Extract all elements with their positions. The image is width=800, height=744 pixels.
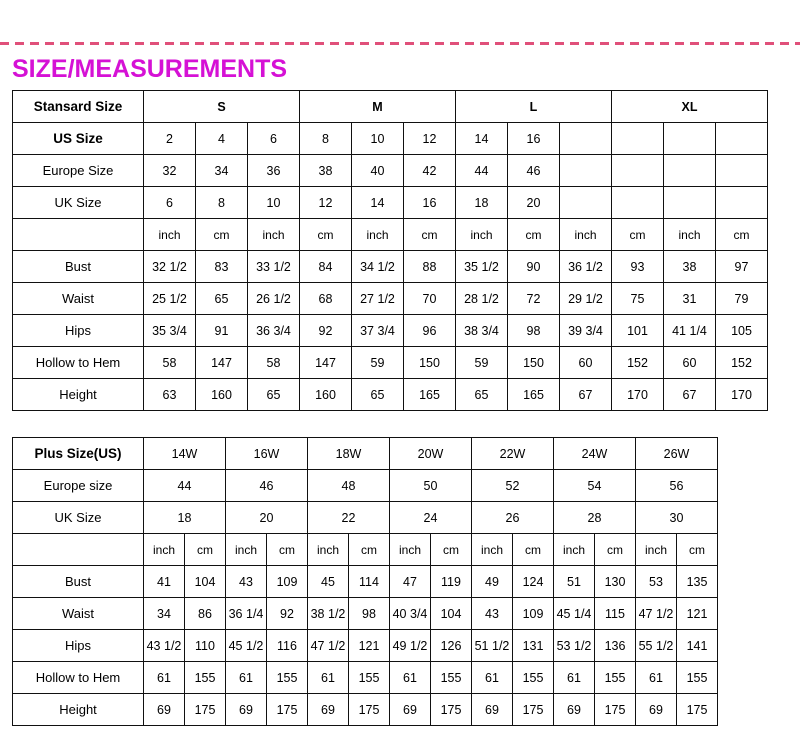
table-row-uk-size (13, 187, 768, 219)
unit-cell: cm (612, 219, 664, 251)
europe-size-value: 46 (508, 155, 560, 187)
waist-value: 68 (300, 283, 352, 315)
unit-cell: inch (560, 219, 612, 251)
waist-value: 34 (144, 598, 185, 630)
letter-size-s: S (144, 91, 300, 123)
plus-size-value: 16W (226, 438, 308, 470)
row-label-plus-size: Plus Size(US) (13, 438, 144, 470)
europe-size-value: 56 (636, 470, 718, 502)
height-value: 170 (612, 379, 664, 411)
unit-cell: inch (554, 534, 595, 566)
plus-size-value: 26W (636, 438, 718, 470)
table-row-us-size (13, 123, 768, 155)
plus-size-value: 24W (554, 438, 636, 470)
unit-cell: inch (636, 534, 677, 566)
us-size-value (716, 123, 768, 155)
waist-value: 45 1/4 (554, 598, 595, 630)
table-row-hips (13, 630, 718, 662)
europe-size-value: 38 (300, 155, 352, 187)
unit-cell: cm (349, 534, 390, 566)
waist-value: 72 (508, 283, 560, 315)
hips-value: 47 1/2 (308, 630, 349, 662)
bust-value: 124 (513, 566, 554, 598)
uk-size-value (560, 187, 612, 219)
europe-size-value (716, 155, 768, 187)
row-label-height: Height (13, 694, 144, 726)
table-row-europe-size (13, 470, 718, 502)
table-row-waist (13, 598, 718, 630)
height-value: 175 (677, 694, 718, 726)
unit-cell: inch (390, 534, 431, 566)
hips-value: 126 (431, 630, 472, 662)
height-value: 65 (456, 379, 508, 411)
unit-cell: cm (508, 219, 560, 251)
us-size-value: 2 (144, 123, 196, 155)
unit-cell: cm (431, 534, 472, 566)
waist-value: 98 (349, 598, 390, 630)
hollow-to-hem-value: 59 (456, 347, 508, 379)
hips-value: 101 (612, 315, 664, 347)
unit-cell: cm (716, 219, 768, 251)
plus-size-table-wrapper (12, 437, 718, 726)
height-value: 69 (554, 694, 595, 726)
waist-value: 104 (431, 598, 472, 630)
unit-cell: cm (185, 534, 226, 566)
bust-value: 38 (664, 251, 716, 283)
hips-value: 141 (677, 630, 718, 662)
hips-value: 121 (349, 630, 390, 662)
uk-size-value: 14 (352, 187, 404, 219)
hollow-to-hem-value: 155 (595, 662, 636, 694)
table-row-bust (13, 251, 768, 283)
hollow-to-hem-value: 61 (144, 662, 185, 694)
bust-value: 34 1/2 (352, 251, 404, 283)
uk-size-value (612, 187, 664, 219)
hollow-to-hem-value: 60 (664, 347, 716, 379)
unit-cell: inch (456, 219, 508, 251)
waist-value: 92 (267, 598, 308, 630)
row-label-uk-size: UK Size (13, 187, 144, 219)
europe-size-value: 52 (472, 470, 554, 502)
hollow-to-hem-value: 147 (300, 347, 352, 379)
hollow-to-hem-value: 155 (185, 662, 226, 694)
bust-value: 36 1/2 (560, 251, 612, 283)
waist-value: 36 1/4 (226, 598, 267, 630)
plus-size-value: 14W (144, 438, 226, 470)
hips-value: 131 (513, 630, 554, 662)
europe-size-value: 50 (390, 470, 472, 502)
bust-value: 114 (349, 566, 390, 598)
table-row-hollow-to-hem (13, 347, 768, 379)
standard-size-table (12, 90, 768, 411)
waist-value: 86 (185, 598, 226, 630)
unit-cell: inch (144, 534, 185, 566)
waist-value: 28 1/2 (456, 283, 508, 315)
unit-cell: inch (144, 219, 196, 251)
hips-value: 96 (404, 315, 456, 347)
plus-size-value: 22W (472, 438, 554, 470)
hollow-to-hem-value: 58 (144, 347, 196, 379)
bust-value: 130 (595, 566, 636, 598)
us-size-value: 14 (456, 123, 508, 155)
table-row-europe-size (13, 155, 768, 187)
row-label-standard-size: Stansard Size (13, 91, 144, 123)
hips-value: 98 (508, 315, 560, 347)
hollow-to-hem-value: 61 (226, 662, 267, 694)
uk-size-value: 8 (196, 187, 248, 219)
unit-cell: inch (226, 534, 267, 566)
row-label-hollow-to-hem: Hollow to Hem (13, 662, 144, 694)
letter-size-xl: XL (612, 91, 768, 123)
hollow-to-hem-value: 61 (308, 662, 349, 694)
europe-size-value: 36 (248, 155, 300, 187)
letter-size-l: L (456, 91, 612, 123)
uk-size-value: 10 (248, 187, 300, 219)
us-size-value (560, 123, 612, 155)
hollow-to-hem-value: 155 (677, 662, 718, 694)
bust-value: 90 (508, 251, 560, 283)
unit-cell: cm (677, 534, 718, 566)
bust-value: 41 (144, 566, 185, 598)
hips-value: 45 1/2 (226, 630, 267, 662)
table-row-units (13, 219, 768, 251)
bust-value: 84 (300, 251, 352, 283)
uk-size-value: 22 (308, 502, 390, 534)
hollow-to-hem-value: 150 (508, 347, 560, 379)
row-label-uk-size: UK Size (13, 502, 144, 534)
waist-value: 29 1/2 (560, 283, 612, 315)
hollow-to-hem-value: 61 (472, 662, 513, 694)
table-row-waist (13, 283, 768, 315)
hips-value: 110 (185, 630, 226, 662)
standard-size-table-wrapper (12, 90, 768, 411)
table-row-letter-size (13, 91, 768, 123)
unit-cell: inch (248, 219, 300, 251)
row-label-blank (13, 534, 144, 566)
height-value: 69 (144, 694, 185, 726)
hollow-to-hem-value: 59 (352, 347, 404, 379)
us-size-value: 10 (352, 123, 404, 155)
table-row-height (13, 694, 718, 726)
us-size-value: 12 (404, 123, 456, 155)
bust-value: 51 (554, 566, 595, 598)
table-row-units (13, 534, 718, 566)
hips-value: 43 1/2 (144, 630, 185, 662)
europe-size-value: 44 (456, 155, 508, 187)
unit-cell: cm (513, 534, 554, 566)
europe-size-value: 34 (196, 155, 248, 187)
waist-value: 47 1/2 (636, 598, 677, 630)
height-value: 165 (404, 379, 456, 411)
bust-value: 97 (716, 251, 768, 283)
row-label-bust: Bust (13, 566, 144, 598)
waist-value: 31 (664, 283, 716, 315)
waist-value: 79 (716, 283, 768, 315)
row-label-hollow-to-hem: Hollow to Hem (13, 347, 144, 379)
waist-value: 26 1/2 (248, 283, 300, 315)
europe-size-value: 40 (352, 155, 404, 187)
height-value: 160 (300, 379, 352, 411)
height-value: 63 (144, 379, 196, 411)
waist-value: 115 (595, 598, 636, 630)
unit-cell: inch (664, 219, 716, 251)
height-value: 175 (267, 694, 308, 726)
hollow-to-hem-value: 61 (390, 662, 431, 694)
uk-size-value: 16 (404, 187, 456, 219)
height-value: 175 (185, 694, 226, 726)
unit-cell: inch (472, 534, 513, 566)
row-label-waist: Waist (13, 598, 144, 630)
us-size-value (612, 123, 664, 155)
row-label-bust: Bust (13, 251, 144, 283)
hollow-to-hem-value: 155 (349, 662, 390, 694)
bust-value: 47 (390, 566, 431, 598)
height-value: 170 (716, 379, 768, 411)
height-value: 165 (508, 379, 560, 411)
height-value: 65 (352, 379, 404, 411)
unit-cell: cm (595, 534, 636, 566)
row-label-waist: Waist (13, 283, 144, 315)
bust-value: 45 (308, 566, 349, 598)
us-size-value: 8 (300, 123, 352, 155)
hollow-to-hem-value: 155 (431, 662, 472, 694)
waist-value: 25 1/2 (144, 283, 196, 315)
hollow-to-hem-value: 147 (196, 347, 248, 379)
europe-size-value: 44 (144, 470, 226, 502)
page-title: SIZE/MEASUREMENTS (12, 55, 288, 83)
bust-value: 93 (612, 251, 664, 283)
hips-value: 51 1/2 (472, 630, 513, 662)
row-label-height: Height (13, 379, 144, 411)
bust-value: 53 (636, 566, 677, 598)
hips-value: 49 1/2 (390, 630, 431, 662)
plus-size-table (12, 437, 718, 726)
height-value: 69 (636, 694, 677, 726)
height-value: 160 (196, 379, 248, 411)
height-value: 175 (349, 694, 390, 726)
hips-value: 136 (595, 630, 636, 662)
hips-value: 116 (267, 630, 308, 662)
row-label-hips: Hips (13, 315, 144, 347)
hips-value: 91 (196, 315, 248, 347)
height-value: 175 (595, 694, 636, 726)
height-value: 175 (431, 694, 472, 726)
bust-value: 43 (226, 566, 267, 598)
bust-value: 83 (196, 251, 248, 283)
hips-value: 37 3/4 (352, 315, 404, 347)
hollow-to-hem-value: 155 (513, 662, 554, 694)
bust-value: 104 (185, 566, 226, 598)
hips-value: 41 1/4 (664, 315, 716, 347)
hips-value: 35 3/4 (144, 315, 196, 347)
height-value: 69 (308, 694, 349, 726)
uk-size-value: 20 (226, 502, 308, 534)
unit-cell: cm (196, 219, 248, 251)
hollow-to-hem-value: 155 (267, 662, 308, 694)
table-row-uk-size (13, 502, 718, 534)
europe-size-value: 54 (554, 470, 636, 502)
waist-value: 40 3/4 (390, 598, 431, 630)
hips-value: 55 1/2 (636, 630, 677, 662)
unit-cell: cm (300, 219, 352, 251)
us-size-value (664, 123, 716, 155)
uk-size-value (664, 187, 716, 219)
hollow-to-hem-value: 61 (554, 662, 595, 694)
height-value: 69 (390, 694, 431, 726)
waist-value: 109 (513, 598, 554, 630)
bust-value: 109 (267, 566, 308, 598)
unit-cell: cm (404, 219, 456, 251)
hollow-to-hem-value: 152 (716, 347, 768, 379)
waist-value: 43 (472, 598, 513, 630)
row-label-hips: Hips (13, 630, 144, 662)
table-row-plus-size (13, 438, 718, 470)
uk-size-value: 18 (144, 502, 226, 534)
plus-size-value: 18W (308, 438, 390, 470)
waist-value: 27 1/2 (352, 283, 404, 315)
europe-size-value: 32 (144, 155, 196, 187)
europe-size-value: 48 (308, 470, 390, 502)
table-row-bust (13, 566, 718, 598)
height-value: 175 (513, 694, 554, 726)
unit-cell: inch (308, 534, 349, 566)
table-row-height (13, 379, 768, 411)
bust-value: 35 1/2 (456, 251, 508, 283)
table-row-hollow-to-hem (13, 662, 718, 694)
bust-value: 119 (431, 566, 472, 598)
hollow-to-hem-value: 152 (612, 347, 664, 379)
us-size-value: 6 (248, 123, 300, 155)
bust-value: 135 (677, 566, 718, 598)
height-value: 65 (248, 379, 300, 411)
hips-value: 38 3/4 (456, 315, 508, 347)
hollow-to-hem-value: 61 (636, 662, 677, 694)
waist-value: 38 1/2 (308, 598, 349, 630)
hips-value: 39 3/4 (560, 315, 612, 347)
height-value: 69 (472, 694, 513, 726)
hollow-to-hem-value: 58 (248, 347, 300, 379)
row-label-blank (13, 219, 144, 251)
waist-value: 121 (677, 598, 718, 630)
hips-value: 53 1/2 (554, 630, 595, 662)
row-label-us-size: US Size (13, 123, 144, 155)
plus-size-value: 20W (390, 438, 472, 470)
decorative-dashed-rule (0, 42, 800, 45)
hollow-to-hem-value: 60 (560, 347, 612, 379)
row-label-europe-size: Europe Size (13, 155, 144, 187)
unit-cell: cm (267, 534, 308, 566)
europe-size-value (664, 155, 716, 187)
height-value: 67 (560, 379, 612, 411)
us-size-value: 4 (196, 123, 248, 155)
us-size-value: 16 (508, 123, 560, 155)
uk-size-value: 24 (390, 502, 472, 534)
height-value: 69 (226, 694, 267, 726)
europe-size-value: 46 (226, 470, 308, 502)
waist-value: 65 (196, 283, 248, 315)
uk-size-value: 30 (636, 502, 718, 534)
waist-value: 75 (612, 283, 664, 315)
hollow-to-hem-value: 150 (404, 347, 456, 379)
hips-value: 105 (716, 315, 768, 347)
bust-value: 32 1/2 (144, 251, 196, 283)
uk-size-value: 18 (456, 187, 508, 219)
europe-size-value: 42 (404, 155, 456, 187)
uk-size-value (716, 187, 768, 219)
letter-size-m: M (300, 91, 456, 123)
europe-size-value (560, 155, 612, 187)
uk-size-value: 12 (300, 187, 352, 219)
hips-value: 92 (300, 315, 352, 347)
row-label-europe-size: Europe size (13, 470, 144, 502)
bust-value: 88 (404, 251, 456, 283)
table-row-hips (13, 315, 768, 347)
europe-size-value (612, 155, 664, 187)
uk-size-value: 6 (144, 187, 196, 219)
uk-size-value: 20 (508, 187, 560, 219)
unit-cell: inch (352, 219, 404, 251)
waist-value: 70 (404, 283, 456, 315)
height-value: 67 (664, 379, 716, 411)
hips-value: 36 3/4 (248, 315, 300, 347)
uk-size-value: 28 (554, 502, 636, 534)
uk-size-value: 26 (472, 502, 554, 534)
bust-value: 49 (472, 566, 513, 598)
bust-value: 33 1/2 (248, 251, 300, 283)
